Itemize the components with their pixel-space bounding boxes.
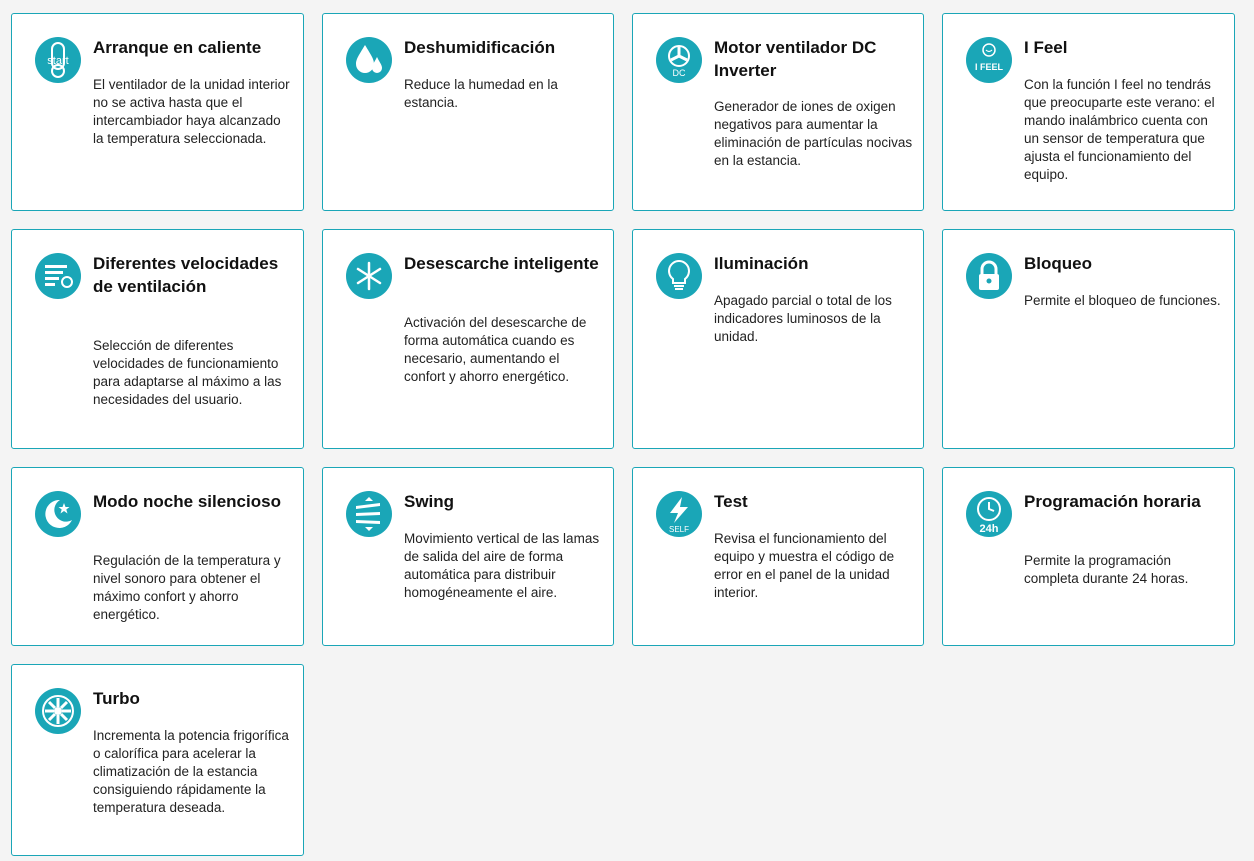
icon-label: start <box>47 55 69 67</box>
feature-title: Modo noche silencioso <box>93 492 281 511</box>
feature-description: Regulación de la temperatura y nivel sonoro para obtener el máximo confort y ahorro energético. <box>93 553 281 622</box>
feature-title: Deshumidificación <box>404 38 556 57</box>
feature-description: Incrementa la potencia frigorífica o calorífica para acelerar la climatización de la estancia consiguiendo rápidamente la temperatura deseada. <box>93 728 289 815</box>
swing-icon <box>346 491 392 537</box>
feature-card-programacion <box>942 467 1235 646</box>
feature-title: Turbo <box>93 689 140 708</box>
feature-description: Permite el bloqueo de funciones. <box>1024 293 1221 308</box>
feature-card-bloqueo <box>942 229 1235 449</box>
feature-card-iluminacion <box>632 229 924 449</box>
feature-card-motor-dc <box>632 13 924 211</box>
feature-description: Movimiento vertical de las lamas de salida del aire de forma automática para distribuir homogéneamente el aire. <box>404 531 600 600</box>
feature-card-velocidades <box>11 229 304 449</box>
clock-24h-icon <box>966 491 1012 537</box>
feature-title: Desescarche inteligente <box>404 254 599 273</box>
feature-title: I Feel <box>1024 38 1068 57</box>
feature-card-modo-noche <box>11 467 304 646</box>
feature-description: Revisa el funcionamiento del equipo y muestra el código de error en el panel de la unidad interior. <box>714 531 895 600</box>
feature-description: Selección de diferentes velocidades de funcionamiento para adaptarse al máximo a las necesidades del usuario. <box>93 338 282 407</box>
feature-title: Swing <box>404 492 455 511</box>
feature-description: Reduce la humedad en la estancia. <box>404 77 558 110</box>
feature-card-arranque <box>11 13 304 211</box>
icon-label: 24h <box>979 523 999 535</box>
padlock-icon <box>966 253 1012 299</box>
feature-title: Iluminación <box>714 254 809 273</box>
feature-description: Con la función I feel no tendrás que preocuparte este verano: el mando inalámbrico cuenta con un sensor de temperatura que ajusta el funcionamiento del equipo. <box>1024 77 1215 182</box>
self-test-icon <box>656 491 702 537</box>
feature-title: Test <box>714 492 748 511</box>
dc-fan-icon <box>656 37 702 83</box>
icon-label: SELF <box>668 525 690 534</box>
feature-card-i-feel <box>942 13 1235 211</box>
i-feel-icon <box>966 37 1012 83</box>
feature-card-desescarche <box>322 229 614 449</box>
feature-title: Programación horaria <box>1024 492 1201 511</box>
feature-description: Generador de iones de oxigen negativos para aumentar la eliminación de partículas nocivas en la estancia. <box>714 99 913 168</box>
feature-card-swing <box>322 467 614 646</box>
feature-description: Apagado parcial o total de los indicadores luminosos de la unidad. <box>714 293 892 344</box>
thermometer-start-icon <box>35 37 81 83</box>
fan-speed-icon <box>35 253 81 299</box>
feature-description: El ventilador de la unidad interior no se activa hasta que el intercambiador haya alcanzado la temperatura seleccionada. <box>93 77 290 146</box>
feature-description: Activación del desescarche de forma automática cuando es necesario, aumentando el confort y ahorro energético. <box>404 315 587 384</box>
feature-title: Diferentes velocidades de ventilación <box>93 254 279 296</box>
feature-title: Arranque en caliente <box>93 38 262 57</box>
moon-stars-icon <box>35 491 81 537</box>
snowflake-icon <box>346 253 392 299</box>
feature-title: Bloqueo <box>1024 254 1092 273</box>
icon-label: I FEEL <box>974 62 1004 72</box>
feature-card-deshumidificacion <box>322 13 614 211</box>
turbo-fan-icon <box>35 688 81 734</box>
feature-card-turbo <box>11 664 304 856</box>
light-bulb-icon <box>656 253 702 299</box>
icon-label: DC <box>672 68 686 78</box>
water-drops-icon <box>346 37 392 83</box>
feature-card-test <box>632 467 924 646</box>
feature-title: Motor ventilador DC Inverter <box>714 38 877 80</box>
feature-description: Permite la programación completa durante 24 horas. <box>1024 553 1189 586</box>
